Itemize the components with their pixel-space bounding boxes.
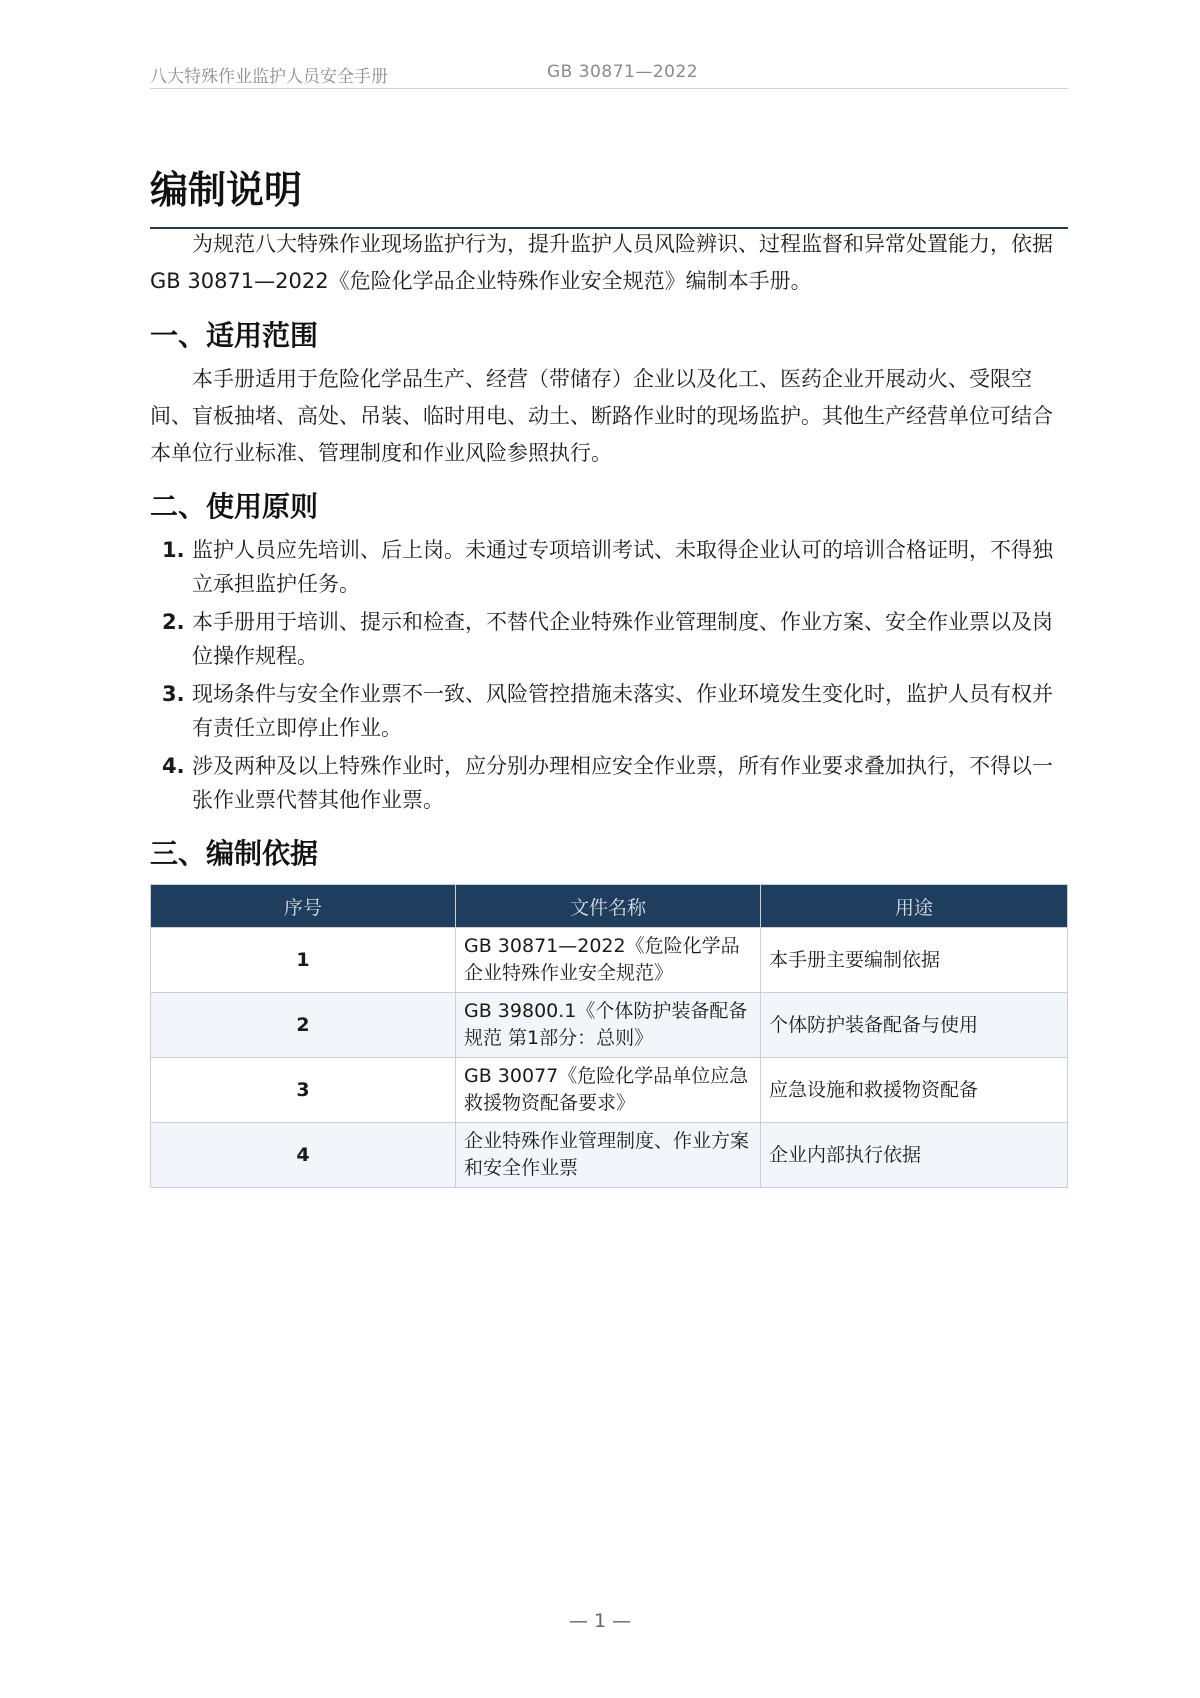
list-item-number: 4. — [162, 754, 185, 778]
section-heading-basis: 三、编制依据 — [150, 837, 319, 870]
scope-paragraph: 本手册适用于危险化学品生产、经营（带储存）企业以及化工、医药企业开展动火、受限空间、盲板抽堵、高处、吊装、临时用电、动土、断路作业时的现场监护。其他生产经营单位可结合本单位行业标准、管理制度和作业风险参照执行。 — [150, 367, 1053, 465]
list-item-number: 1. — [162, 538, 185, 562]
list-item-text: 监护人员应先培训、后上岗。未通过专项培训考试、未取得企业认可的培训合格证明，不得独立承担监护任务。 — [192, 538, 1053, 596]
page-title: 编制说明 — [150, 165, 1068, 229]
section-heading-principles: 二、使用原则 — [150, 490, 319, 523]
list-item-number: 3. — [162, 682, 185, 706]
cell-index: 4 — [151, 1123, 456, 1188]
list-item-number: 2. — [162, 610, 185, 634]
table-header-row — [151, 885, 1068, 928]
list-item — [150, 533, 1068, 601]
cell-purpose: 个体防护装备配备与使用 — [761, 993, 1068, 1058]
cell-document: GB 30871—2022《危险化学品企业特殊作业安全规范》 — [456, 928, 761, 993]
cell-index: 3 — [151, 1058, 456, 1123]
table-row — [151, 993, 1068, 1058]
column-header-purpose: 用途 — [761, 885, 1068, 928]
list-item — [150, 749, 1068, 817]
basis-table — [150, 884, 1068, 1188]
table-row — [151, 1123, 1068, 1188]
cell-purpose: 应急设施和救援物资配备 — [761, 1058, 1068, 1123]
list-item-text: 现场条件与安全作业票不一致、风险管控措施未落实、作业环境发生变化时，监护人员有权并有责任立即停止作业。 — [192, 682, 1053, 740]
list-item — [150, 605, 1068, 673]
cell-purpose: 企业内部执行依据 — [761, 1123, 1068, 1188]
cell-purpose: 本手册主要编制依据 — [761, 928, 1068, 993]
column-header-index: 序号 — [151, 885, 456, 928]
cell-index: 1 — [151, 928, 456, 993]
principles-list — [150, 533, 1068, 821]
cell-index: 2 — [151, 993, 456, 1058]
table-row — [151, 928, 1068, 993]
page-number: — 1 — — [568, 1610, 632, 1632]
header-standard-code: GB 30871—2022 — [547, 62, 699, 82]
intro-paragraph: 为规范八大特殊作业现场监护行为，提升监护人员风险辨识、过程监督和异常处置能力，依据GB 30871—2022《危险化学品企业特殊作业安全规范》编制本手册。 — [150, 232, 1053, 293]
section-heading-scope: 一、适用范围 — [150, 319, 319, 352]
table-row — [151, 1058, 1068, 1123]
cell-document: GB 30077《危险化学品单位应急救援物资配备要求》 — [456, 1058, 761, 1123]
header-manual-title: 八大特殊作业监护人员安全手册 — [150, 67, 388, 87]
cell-document: GB 39800.1《个体防护装备配备规范 第1部分：总则》 — [456, 993, 761, 1058]
list-item — [150, 677, 1068, 745]
cell-document: 企业特殊作业管理制度、作业方案和安全作业票 — [456, 1123, 761, 1188]
list-item-text: 本手册用于培训、提示和检查，不替代企业特殊作业管理制度、作业方案、安全作业票以及岗位操作规程。 — [192, 610, 1053, 668]
page-header — [150, 58, 1068, 89]
list-item-text: 涉及两种及以上特殊作业时，应分别办理相应安全作业票，所有作业要求叠加执行，不得以一张作业票代替其他作业票。 — [192, 754, 1053, 812]
column-header-document: 文件名称 — [456, 885, 761, 928]
